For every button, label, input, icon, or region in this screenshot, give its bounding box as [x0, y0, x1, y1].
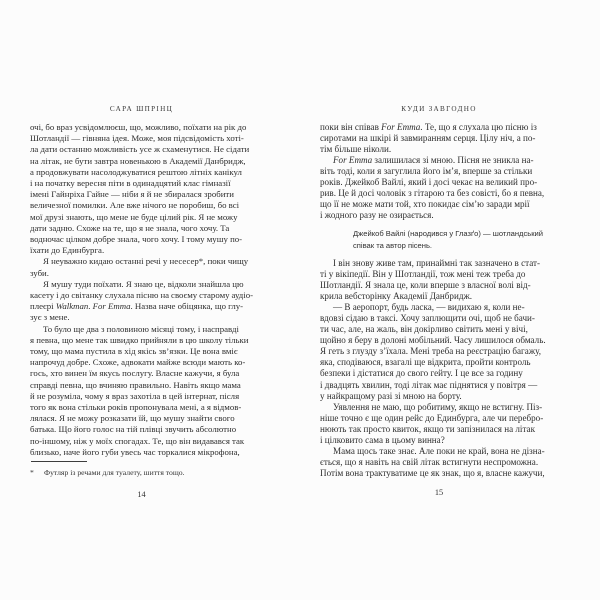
page-right	[320, 0, 558, 600]
paragraph	[30, 279, 253, 324]
text-line: на літак, не бути завтра новенькою в Академії Данбридж,	[30, 155, 246, 166]
text-line: поки він співав For Emma. Те, що я слухала цю пісню із	[320, 122, 537, 132]
text-line: я певна, що мене так швидко прийняли в цю школу тільки	[30, 334, 249, 345]
text-line: зує з мене.	[30, 312, 70, 323]
paragraph	[30, 324, 253, 458]
text-line: Я мушу туди поїхати. Я знаю це, відколи знайшла цю	[43, 278, 244, 289]
text-line: й не розуміла, чому я враз захотіла в цей інтернат, після	[30, 390, 240, 401]
text-line: справді певна, що вчиняю правильно. Навіть якщо мама	[30, 379, 241, 390]
text-line: ла дати останню можливість усе ж схаменутися. Не сідати	[30, 144, 250, 155]
text-line: сиротами на шкірі й завмиранням серця. Цілу ніч, а по-	[320, 133, 536, 144]
text-line: Мама щось таке знає. Але поки не край, вона не дізна-	[333, 445, 545, 456]
text-line: То було ще два з половиною місяці тому, і насправді	[43, 323, 239, 334]
page-number: 14	[137, 490, 146, 499]
text-line: яка, сподіваюся, взагалі ще відкрита, пройти контроль	[320, 357, 531, 368]
paragraph	[320, 302, 558, 401]
footnote	[30, 468, 253, 477]
text-line: що її не може мати той, хто покидає сім’ю заради мрії	[320, 199, 530, 210]
text-line: тім більше ніколи.	[320, 144, 392, 155]
text-line: — В аеропорт, будь ласка, — видихаю я, коли не-	[333, 302, 525, 313]
paragraph	[320, 155, 558, 221]
footnote-text: Футляр із речами для туалету, шиття тощо.	[44, 468, 185, 477]
paragraph	[320, 446, 558, 479]
text-line: Потім вона трактуватиме це як знак, що я, власне кажучи,	[320, 467, 545, 478]
text-line: років. Джейкоб Вайлі, який і досі чекає на великий про-	[320, 177, 538, 188]
paragraph	[30, 256, 253, 278]
text-line: рив. Це й досі чоловік з гітарою та без совісті, бо я певна,	[320, 188, 545, 199]
paragraph	[320, 402, 558, 446]
text-line: по-іншому, ніж у моїх спогадах. Те, що він видавався так	[30, 435, 245, 446]
page-left	[30, 0, 253, 600]
text-line: зуби.	[30, 267, 49, 278]
text-line: величезної помилки. Але вже нічого не поробиш, бо всі	[30, 200, 240, 211]
text-line: і на початку вересня піти в одинадцятий клас гімназії	[30, 178, 231, 189]
text-line: касету і до світанку слухала пісню на своєму старому аудіо-	[30, 290, 253, 301]
text-line: ється, що я навіть на свій літак встигнути неспроможна.	[320, 456, 539, 467]
text-line: близько, наче його губи увесь час торкалися мікрофона,	[30, 446, 240, 457]
text-line: очі, бо враз усвідомлюєш, що, можливо, поїхати на рік до	[30, 122, 247, 132]
text-line: плеєрі Walkman. For Emma. Назва наче обіцянка, що глу-	[30, 301, 244, 312]
text-line: мої друзі знають, що мене не буде цілий рік. Я не можу	[30, 211, 238, 222]
text-line: щойно я беру в долоні мобільний. Часу лишилося обмаль.	[320, 335, 546, 346]
paragraph	[30, 122, 253, 256]
text-line: Я неуважно кидаю останні речі у несесер*, поки чищу	[43, 256, 249, 267]
text-line: і цілковито сама в цьому винна?	[320, 434, 445, 445]
text-line: І він знову живе там, принаймні так зазначено в стат-	[333, 258, 541, 269]
source-note	[353, 228, 558, 251]
text-line: Шотландії. Я знала це, коли вперше з власної волі від-	[320, 280, 531, 291]
footnote-rule	[31, 461, 87, 462]
text-line: Я геть з глузду з’їхала. Мені треба на реєстрацію багажу,	[320, 346, 542, 357]
text-line: дати задню. Схоже на те, що я не знала, чого хочу. Та	[30, 222, 230, 233]
text-line: батька. Що його голос на тій плівці звучить абсолютно	[30, 424, 237, 435]
text-line: тому, що мама пустила в хід якісь зв’язки. Це вона вміє	[30, 346, 238, 357]
text-line: Шотландії — гівняна ідея. Може, моя підсвідомість хоті-	[30, 133, 244, 144]
text-line: їхати до Единбурга.	[30, 245, 105, 256]
running-header-author: САРА ШПРІНЦ	[109, 105, 174, 113]
text-line: і жодного разу не озирається.	[320, 210, 434, 221]
text-line: крила вебсторінку Академії Данбридж.	[320, 291, 473, 302]
text-line: віть тоді, коли я загуглила його ім’я, вперше за стільки	[320, 166, 533, 177]
text-line: імені Гайнріха Гайне — ніби я й не збиралася зробити	[30, 189, 234, 200]
text-line: ти час, але, на жаль, він докірливо світить мені у вічі,	[320, 324, 528, 335]
text-line: безпеки і дістатися до свого гейту. І це все за годину	[320, 368, 523, 379]
text-line: ті у вікіпедії. Він у Шотландії, тож мені теж треба до	[320, 269, 526, 280]
page-number: 15	[434, 488, 444, 497]
text-line: For Emma залишилася зі мною. Пісня не зникла на-	[333, 155, 534, 166]
page-body	[320, 122, 558, 484]
text-line: гось, хто винен їм якусь послугу. Власне кажучи, я була	[30, 368, 240, 379]
text-line: нюють так просто квиток, якщо ти запізнилася на літак	[320, 423, 535, 434]
running-header-title: КУДИ ЗАВГОДНО	[401, 105, 477, 113]
text-line: Джейкоб Вайлі (народився у Глазґо) — шотландський	[353, 229, 544, 239]
text-line: вдовзі сідаю в таксі. Хочу заплющити очі, щоб не бачи-	[320, 313, 535, 324]
text-line: лялася. Я не можу розказати їй, що мушу знайти свого	[30, 413, 235, 424]
page-body	[30, 122, 253, 462]
paragraph	[320, 122, 558, 155]
text-line: у найкращому разі зі мною на борту.	[320, 390, 462, 401]
text-line: того як вона стільки років пропонувала мені, а я відмов-	[30, 402, 242, 413]
text-line: напрочуд добре. Схоже, адвокати майже всюди мають ко-	[30, 357, 246, 368]
text-line: і двадцять хвилин, тоді літак має піднятися у повітря —	[320, 379, 538, 390]
text-line: а продовжувати насолоджуватися рештою літніх канікул	[30, 166, 242, 177]
text-line: Уявлення не маю, що робитиму, якщо не встигну. Піз-	[333, 401, 543, 412]
text-line: ніше точно є ще один рейс до Единбурга, але чи перебро-	[320, 412, 544, 423]
text-line: водночас цілком добре знала, чого хочу. І тому мушу по-	[30, 234, 243, 245]
footnote-marker: *	[30, 468, 34, 477]
paragraph	[320, 258, 558, 302]
text-line: співак та автор пісень.	[353, 240, 433, 250]
